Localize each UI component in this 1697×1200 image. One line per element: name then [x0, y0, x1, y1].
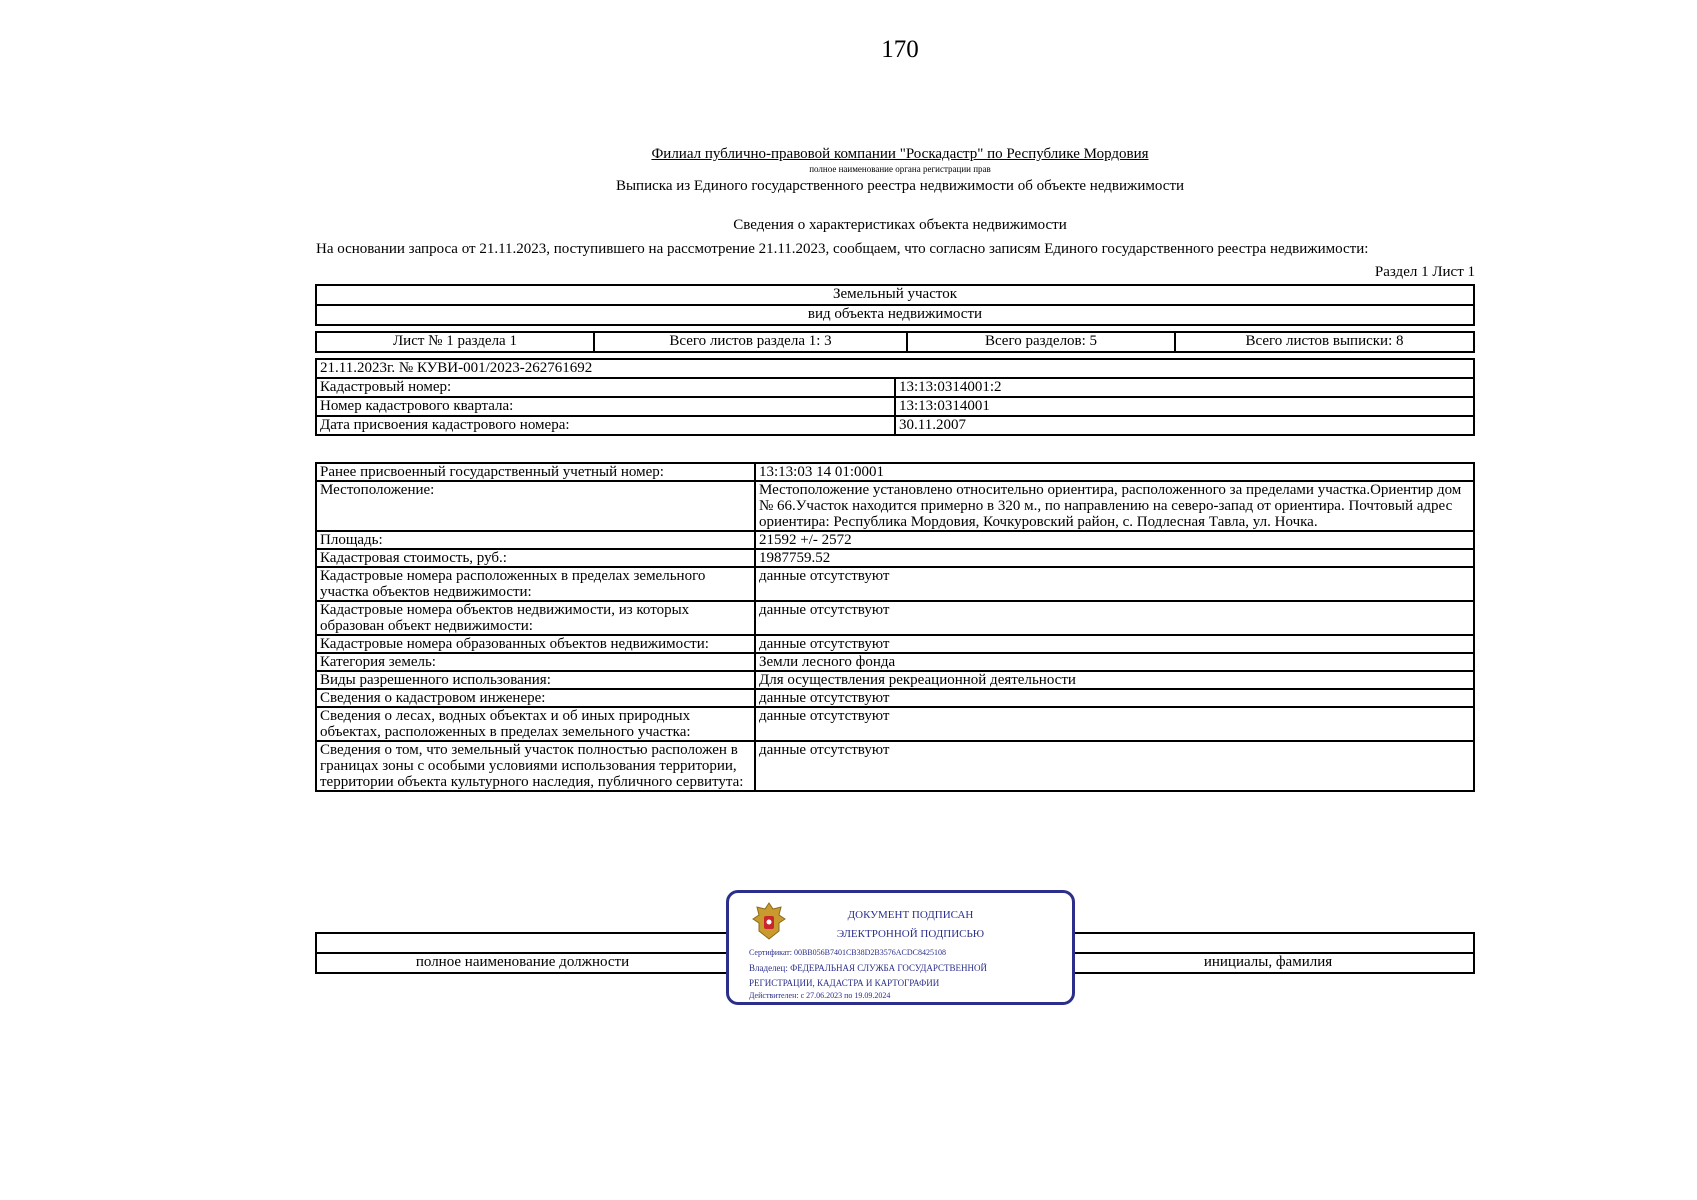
row-label: Кадастровый номер:	[316, 378, 895, 397]
row-label: Сведения о том, что земельный участок полностью расположен в границах зоны с особыми условиями использования территории, территории объекта культурного наследия, публичного сервитута:	[316, 741, 755, 791]
stamp-owner-line2: РЕГИСТРАЦИИ, КАДАСТРА И КАРТОГРАФИИ	[749, 978, 940, 988]
table-row	[316, 671, 1474, 689]
sheets-info-table	[315, 331, 1475, 353]
page-number: 170	[881, 36, 919, 63]
stamp-title-line2: ЭЛЕКТРОННОЙ ПОДПИСЬЮ	[836, 928, 985, 940]
characteristics-table	[315, 462, 1475, 792]
stamp-validity: Действителен: с 27.06.2023 по 19.09.2024	[749, 991, 891, 1000]
row-label: Номер кадастрового квартала:	[316, 397, 895, 416]
request-line: 21.11.2023г. № КУВИ-001/2023-262761692	[316, 359, 1474, 378]
row-label: Сведения о лесах, водных объектах и об иных природных объектах, расположенных в пределах земельного участка:	[316, 707, 755, 741]
row-label: Виды разрешенного использования:	[316, 671, 755, 689]
row-value: данные отсутствуют	[755, 635, 1474, 653]
row-value: 13:13:0314001	[895, 397, 1474, 416]
object-type-table	[315, 284, 1475, 326]
position-caption: полное наименование должности	[316, 953, 729, 973]
row-value: Для осуществления рекреационной деятельности	[755, 671, 1474, 689]
row-label: Кадастровые номера объектов недвижимости, из которых образован объект недвижимости:	[316, 601, 755, 635]
table-row	[316, 397, 1474, 416]
row-label: Местоположение:	[316, 481, 755, 531]
total-sheets-section: Всего листов раздела 1: 3	[594, 332, 907, 352]
table-row	[316, 689, 1474, 707]
row-value: 30.11.2007	[895, 416, 1474, 435]
row-label: Дата присвоения кадастрового номера:	[316, 416, 895, 435]
row-value: 13:13:0314001:2	[895, 378, 1474, 397]
section-title: Сведения о характеристиках объекта недвижимости	[733, 217, 1067, 233]
section-sheet-label: Раздел 1 Лист 1	[1374, 264, 1475, 280]
row-value: данные отсутствуют	[755, 689, 1474, 707]
name-field	[1062, 933, 1474, 953]
cadastral-info-table	[315, 358, 1475, 436]
table-row	[316, 481, 1474, 531]
sheet-number: Лист № 1 раздела 1	[316, 332, 594, 352]
row-value: данные отсутствуют	[755, 601, 1474, 635]
row-value: 1987759.52	[755, 549, 1474, 567]
row-value: данные отсутствуют	[755, 567, 1474, 601]
row-value: Земли лесного фонда	[755, 653, 1474, 671]
table-row	[316, 531, 1474, 549]
table-row	[316, 378, 1474, 397]
electronic-signature-stamp	[726, 890, 1075, 1005]
table-row	[316, 416, 1474, 435]
row-value: данные отсутствуют	[755, 741, 1474, 791]
row-label: Сведения о кадастровом инженере:	[316, 689, 755, 707]
position-field	[316, 933, 729, 953]
row-value: данные отсутствуют	[755, 707, 1474, 741]
row-label: Кадастровые номера расположенных в пределах земельного участка объектов недвижимости:	[316, 567, 755, 601]
row-label: Кадастровая стоимость, руб.:	[316, 549, 755, 567]
object-type-caption: вид объекта недвижимости	[316, 305, 1474, 325]
table-row	[316, 741, 1474, 791]
name-caption: инициалы, фамилия	[1062, 953, 1474, 973]
table-row	[316, 463, 1474, 481]
row-label: Кадастровые номера образованных объектов недвижимости:	[316, 635, 755, 653]
object-type: Земельный участок	[316, 285, 1474, 305]
total-sheets-extract: Всего листов выписки: 8	[1175, 332, 1474, 352]
stamp-owner-line1: Владелец: ФЕДЕРАЛЬНАЯ СЛУЖБА ГОСУДАРСТВЕННОЙ	[749, 963, 988, 973]
row-value: 21592 +/- 2572	[755, 531, 1474, 549]
row-label: Категория земель:	[316, 653, 755, 671]
organization-caption: полное наименование органа регистрации прав	[809, 164, 991, 174]
organization-name-text: Филиал публично-правовой компании "Роскадастр" по Республике Мордовия	[651, 146, 1149, 162]
row-label: Ранее присвоенный государственный учетный номер:	[316, 463, 755, 481]
organization-name	[0, 146, 1697, 163]
row-label: Площадь:	[316, 531, 755, 549]
stamp-certificate: Сертификат: 00BB056B7401CB38D2B3576ACDC8425108	[749, 948, 946, 957]
row-value: 13:13:03 14 01:0001	[755, 463, 1474, 481]
table-row	[316, 601, 1474, 635]
stamp-title-line1: ДОКУМЕНТ ПОДПИСАН	[847, 909, 974, 921]
table-row	[316, 707, 1474, 741]
total-sections: Всего разделов: 5	[907, 332, 1175, 352]
table-row	[316, 567, 1474, 601]
document-title: Выписка из Единого государственного реестра недвижимости об объекте недвижимости	[615, 178, 1185, 194]
row-value: Местоположение установлено относительно ориентира, расположенного за пределами участка.Ориентир дом № 66.Участок находится примерно в 320 м., по направлению на северо-запад от ориентира. Почтовый адрес ориентира: Республика Мордовия, Кочкуровский район, с. Подлесная Тавла, ул. Ночка.	[755, 481, 1474, 531]
basis-text: На основании запроса от 21.11.2023, поступившего на рассмотрение 21.11.2023, сообщаем, что согласно записям Единого государственного реестра недвижимости:	[316, 241, 1369, 257]
table-row	[316, 653, 1474, 671]
table-row	[316, 635, 1474, 653]
table-row	[316, 549, 1474, 567]
